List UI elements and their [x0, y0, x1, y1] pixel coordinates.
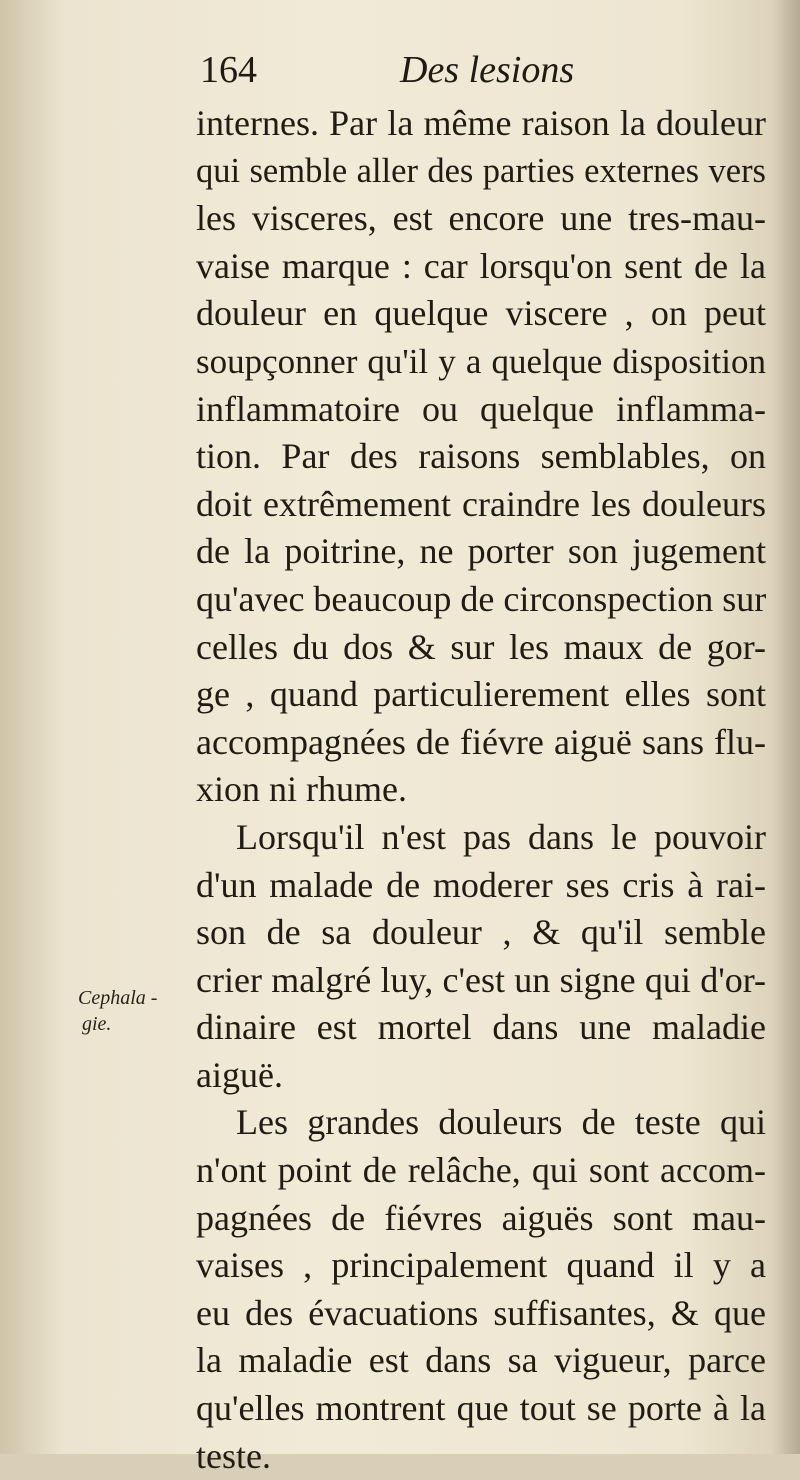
text-line: qu'elles montrent que tout se porte à la [196, 1388, 766, 1429]
text-line: crier malgré luy, c'est un signe qui d'or- [196, 959, 766, 1000]
text-line: inflammatoire ou quelque inflamma- [196, 388, 766, 429]
text-line: soupçonner qu'il y a quelque disposition [196, 341, 766, 381]
text-line: d'un malade de moderer ses cris à rai- [196, 864, 766, 905]
text-line: dinaire est mortel dans une maladie [196, 1007, 766, 1048]
text-line: qu'avec beaucoup de circonspection sur [196, 578, 767, 619]
text-line: la maladie est dans sa vigueur, parce [196, 1340, 766, 1381]
running-title: Des lesions [400, 49, 575, 91]
text-line: vaise marque : car lorsqu'on sent de la [196, 245, 766, 286]
text-line: n'ont point de relâche, qui sont accom- [196, 1150, 766, 1191]
text-line: les visceres, est encore une tres-mau- [196, 198, 766, 239]
margin-note-line: gie. [82, 1013, 112, 1035]
text-line: pagnées de fiévres aiguës sont mau- [196, 1197, 766, 1238]
text-line: tion. Par des raisons semblables, on [196, 436, 766, 477]
text-line: Lorsqu'il n'est pas dans le pouvoir [236, 816, 766, 857]
text-line: xion ni rhume. [196, 769, 407, 810]
page-header [200, 48, 760, 98]
text-line: teste. [196, 1435, 271, 1476]
page-number: 164 [200, 49, 257, 91]
body-text [196, 100, 766, 1480]
text-line: qui semble aller des parties externes vers [196, 151, 766, 190]
text-line: vaises , principalement quand il y a [196, 1245, 766, 1286]
text-line: celles du dos & sur les maux de gor- [196, 626, 766, 667]
text-line: ge , quand particulierement elles sont [196, 674, 766, 715]
text-line: Les grandes douleurs de teste qui [236, 1102, 766, 1143]
text-line: son de sa douleur , & qu'il semble [196, 912, 766, 953]
margin-note-line: Cephala - [78, 987, 158, 1009]
text-line: doit extrêmement craindre les douleurs [196, 483, 766, 524]
text-line: internes. Par la même raison la douleur [196, 103, 766, 143]
margin-note [78, 985, 188, 1037]
text-line: aiguë. [196, 1054, 283, 1095]
text-line: douleur en quelque viscere , on peut [196, 293, 766, 334]
text-line: accompagnées de fiévre aiguë sans flu- [196, 721, 766, 762]
text-line: eu des évacuations suffisantes, & que [196, 1292, 766, 1333]
text-line: de la poitrine, ne porter son jugement [196, 531, 766, 572]
